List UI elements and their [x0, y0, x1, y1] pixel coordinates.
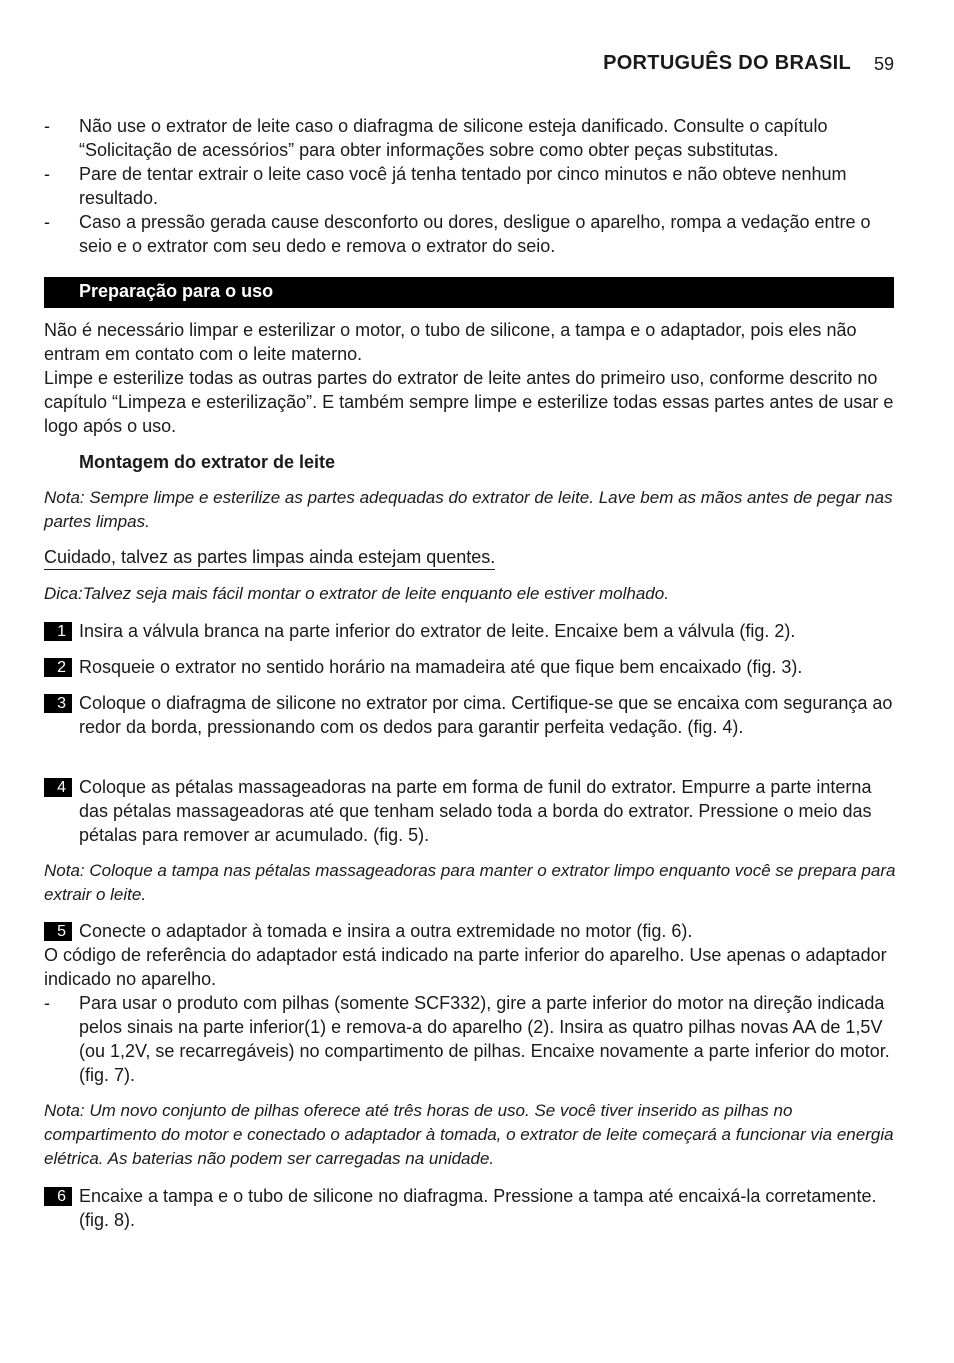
step-text: Insira a válvula branca na parte inferior do extrator de leite. Encaixe bem a válvula (fig. 2).	[79, 621, 796, 641]
step-number: 5	[57, 923, 66, 940]
language-header: PORTUGUÊS DO BRASIL	[603, 52, 851, 74]
warning-text: Caso a pressão gerada cause desconforto ou dores, desligue o aparelho, rompa a vedação entre o seio e o extrator com seu dedo e remova o extrator do seio.	[79, 212, 871, 256]
note-cover-petals: Nota: Coloque a tampa nas pétalas massageadoras para manter o extrator limpo enquanto você se prepara para extrair o leite.	[44, 861, 896, 904]
section-heading: Preparação para o uso	[79, 281, 274, 301]
step-item	[44, 655, 900, 679]
step-item	[44, 919, 900, 943]
battery-item	[44, 991, 900, 1087]
step-number: 4	[57, 779, 66, 796]
note-batteries: Nota: Um novo conjunto de pilhas oferece até três horas de uso. Se você tiver inserido as pilhas no compartimento do motor e conectado o adaptador à tomada, o extrator de leite começará a funcionar via energia elétrica. As baterias não podem ser carregadas na unidade.	[44, 1101, 894, 1168]
step-item	[44, 1184, 900, 1232]
step-item	[44, 775, 900, 847]
step-item	[44, 691, 900, 739]
section-heading-bar	[44, 277, 894, 308]
step-number: 6	[57, 1188, 66, 1205]
step-number-badge	[44, 694, 72, 713]
warning-item	[44, 114, 900, 162]
step-item	[44, 619, 900, 643]
step-number-badge	[44, 922, 72, 941]
intro-paragraph: Não é necessário limpar e esterilizar o motor, o tubo de silicone, a tampa e o adaptador, pois eles não entram em contato com o leite materno.	[44, 320, 857, 364]
tip-text: Dica:Talvez seja mais fácil montar o extrator de leite enquanto ele estiver molhado.	[44, 584, 669, 603]
caution-text: Cuidado, talvez as partes limpas ainda estejam quentes.	[44, 545, 495, 570]
intro-paragraph: Limpe e esterilize todas as outras partes do extrator de leite antes do primeiro uso, conforme descrito no capítulo “Limpeza e esterilização”. E também sempre limpe e esterilize todas essas partes antes de usar e logo após o uso.	[44, 368, 894, 436]
step-text: Coloque as pétalas massageadoras na parte em forma de funil do extrator. Empurre a parte interna das pétalas massageadoras até que tenham selado toda a borda do extrator. Pressione o meio das pétalas para remover ar acumulado. (fig. 5).	[79, 777, 872, 845]
step-text: Conecte o adaptador à tomada e insira a outra extremidade no motor (fig. 6).	[79, 921, 693, 941]
warning-text: Não use o extrator de leite caso o diafragma de silicone esteja danificado. Consulte o capítulo “Solicitação de acessórios” para obter informações sobre como obter peças substitutas.	[79, 116, 828, 160]
step-number-badge	[44, 622, 72, 641]
step-number-badge	[44, 778, 72, 797]
bullet-dash: -	[44, 164, 50, 184]
bullet-dash: -	[44, 212, 50, 232]
subsection-heading: Montagem do extrator de leite	[79, 452, 336, 472]
step-number: 3	[57, 695, 66, 712]
adapter-paragraph: O código de referência do adaptador está indicado na parte inferior do aparelho. Use apenas o adaptador indicado no aparelho.	[44, 945, 887, 989]
step-number: 1	[57, 623, 66, 640]
step-number-badge	[44, 658, 72, 677]
battery-text: Para usar o produto com pilhas (somente SCF332), gire a parte inferior do motor na direção indicada pelos sinais na parte inferior(1) e remova-a do aparelho (2). Insira as quatro pilhas novas AA de 1,5V (ou 1,2V, se recarregáveis) no compartimento de pilhas. Encaixe novamente a parte inferior do motor. (fig. 7).	[79, 993, 890, 1085]
warning-item	[44, 210, 900, 258]
step-text: Encaixe a tampa e o tubo de silicone no diafragma. Pressione a tampa até encaixá-la corretamente. (fig. 8).	[79, 1186, 877, 1230]
bullet-dash: -	[44, 993, 50, 1013]
page-number: 59	[874, 54, 895, 74]
step-text: Rosqueie o extrator no sentido horário na mamadeira até que fique bem encaixado (fig. 3).	[79, 657, 803, 677]
step-number-badge	[44, 1187, 72, 1206]
warning-item	[44, 162, 900, 210]
step-number: 2	[57, 659, 66, 676]
note-clean-parts: Nota: Sempre limpe e esterilize as partes adequadas do extrator de leite. Lave bem as mãos antes de pegar nas partes limpas.	[44, 488, 893, 531]
step-text: Coloque o diafragma de silicone no extrator por cima. Certifique-se que se encaixa com segurança ao redor da borda, pressionando com os dedos para garantir perfeita vedação. (fig. 4).	[79, 693, 893, 737]
warning-text: Pare de tentar extrair o leite caso você já tenha tentado por cinco minutos e não obteve nenhum resultado.	[79, 164, 847, 208]
bullet-dash: -	[44, 116, 50, 136]
